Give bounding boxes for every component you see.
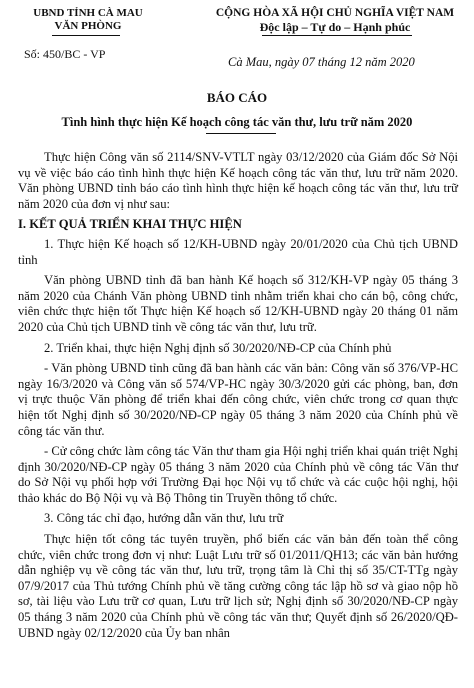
agency-name: VĂN PHÒNG — [54, 20, 122, 32]
section-heading: I. KẾT QUẢ TRIỂN KHAI THỰC HIỆN — [18, 217, 242, 232]
place-date: Cà Mau, ngày 07 tháng 12 năm 2020 — [228, 55, 415, 69]
item3-body: Thực hiện tốt công tác tuyên truyền, phổ biến các văn bản đến toàn thể công chức, viên chức trong đơn vị như: Luật Lưu trữ số 01/2011/QH13; các văn bản hướng dẫn nghiệp vụ về công tác văn thư, lưu trữ, trọng tâm là Chỉ thị số 35/CT-TTg ngày 07/9/2017 của Thủ tướng Chính phủ về tăng cường công tác lập hồ sơ và giao nộp hồ sơ, tài liệu vào Lưu trữ cơ quan, Lưu trữ lịch sử; Nghị định số 30/2020/NĐ-CP ngày 05 tháng 3 năm 2020 của Chính phủ về công tác văn thư; Quyết định số 26/2020/QĐ-UBND ngày 02/12/2020 của Ủy ban nhân — [18, 532, 458, 640]
agency-header — [8, 7, 168, 33]
nation-header — [196, 7, 474, 34]
motto-underline — [262, 35, 412, 36]
document-body — [18, 150, 458, 646]
document-subtitle: Tình hình thực hiện Kế hoạch công tác văn thư, lưu trữ năm 2020 — [61, 115, 413, 129]
item2-body-2: - Cử công chức làm công tác Văn thư tham gia Hội nghị triển khai quán triệt Nghị định 30/2020/NĐ-CP ngày 05 tháng 3 năm 2020 của Chính phủ về công tác Văn thư do Sở Nội vụ phối hợp với Trường Đại học Nội vụ tổ chức và các cuộc hội nghị, hội thảo khác do Bộ Nội vụ và Bộ Thông tin Truyền thông tổ chức. — [18, 444, 458, 505]
nation-motto: Độc lập – Tự do – Hạnh phúc — [259, 20, 411, 34]
item2-body-1: - Văn phòng UBND tỉnh cũng đã ban hành các văn bản: Công văn số 376/VP-HC ngày 16/3/2020 và Công văn số 574/VP-HC ngày 30/3/2020 gửi các phòng, ban, đơn vị trực thuộc Văn phòng để triển khai đến công chức, viên chức trong cơ quan thực hiện tốt Nghị định số 30/2020/NĐ-CP ngày 05 tháng 3 năm 2020 của Chính phủ về công tác văn thư. — [18, 361, 458, 438]
item1-body: Văn phòng UBND tỉnh đã ban hành Kế hoạch số 312/KH-VP ngày 05 tháng 3 năm 2020 của Chánh Văn phòng UBND tỉnh nhằm triển khai cho cán bộ, công chức, viên chức thực hiện tốt Thực hiện Kế hoạch số 12/KH-UBND ngày 20 tháng 01 năm 2020 của Chủ tịch UBND tỉnh về công tác văn thư, lưu trữ. — [18, 273, 458, 334]
item1-title: 1. Thực hiện Kế hoạch số 12/KH-UBND ngày 20/01/2020 của Chủ tịch UBND tỉnh — [18, 236, 458, 267]
document-number: Số: 450/BC - VP — [24, 47, 106, 61]
agency-underline — [52, 35, 120, 36]
document-title: BÁO CÁO — [206, 90, 268, 105]
nation-title: CỘNG HÒA XÃ HỘI CHỦ NGHĨA VIỆT NAM — [215, 7, 455, 19]
item2-title: 2. Triển khai, thực hiện Nghị định số 30/2020/NĐ-CP của Chính phủ — [44, 340, 392, 355]
agency-parent: UBND TỈNH CÀ MAU — [33, 7, 143, 19]
item3-title: 3. Công tác chỉ đạo, hướng dẫn văn thư, lưu trữ — [44, 511, 284, 526]
subtitle-underline — [206, 133, 276, 134]
intro-paragraph: Thực hiện Công văn số 2114/SNV-VTLT ngày 03/12/2020 của Giám đốc Sở Nội vụ về việc báo cáo tình hình thực hiện Kế hoạch công tác văn thư, lưu trữ năm 2020. Văn phòng UBND tỉnh báo cáo tình hình thực hiện kế hoạch công tác văn thư, lưu trữ năm 2020 của đơn vị như sau: — [18, 150, 458, 211]
